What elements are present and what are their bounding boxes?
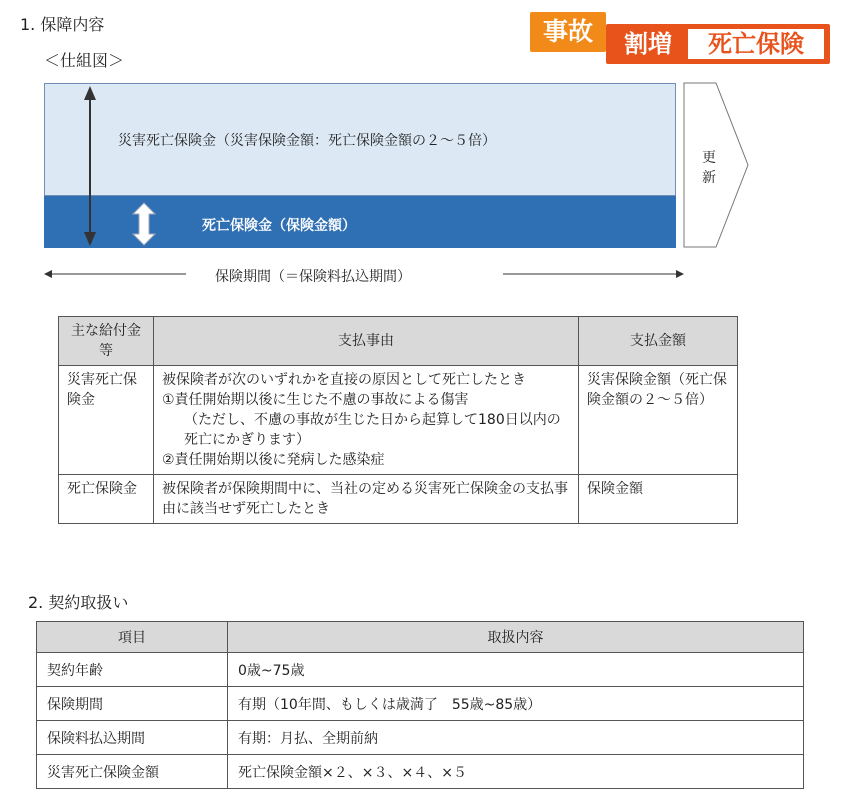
table-row: [59, 366, 738, 475]
table-row: [37, 755, 804, 789]
header-benefit: 主な給付金等: [59, 317, 154, 366]
benefit-name: 災害死亡保険金: [59, 366, 154, 475]
logo-accident: 事故: [530, 12, 606, 52]
table-row: [37, 653, 804, 687]
table-header-row: [37, 622, 804, 653]
disaster-death-benefit-label: 災害死亡保険金（災害保険金額：死亡保険金額の２～５倍）: [118, 133, 496, 149]
contract-content: 0歳~75歳: [228, 653, 804, 687]
diagram-graphics: [0, 0, 847, 300]
reason-line: ①責任開始期以後に生じた不慮の事故による傷害: [162, 392, 469, 408]
header-amount: 支払金額: [579, 317, 738, 366]
contract-item: 保険料払込期間: [37, 721, 228, 755]
contract-item: 災害死亡保険金額: [37, 755, 228, 789]
white-double-arrow-icon: [133, 203, 155, 245]
contract-content: 有期：月払、全期前納: [228, 721, 804, 755]
payment-amount: 災害保険金額（死亡保険金額の２～５倍）: [579, 366, 738, 475]
payment-reason: [154, 366, 579, 475]
header-content: 取扱内容: [228, 622, 804, 653]
table-row: [59, 475, 738, 524]
contract-content: 死亡保険金額×２、×３、×４、×５: [228, 755, 804, 789]
table-header-row: [59, 317, 738, 366]
contract-item: 契約年齢: [37, 653, 228, 687]
period-arrow-right-icon: [503, 270, 684, 278]
period-arrow-left-icon: [44, 270, 186, 278]
header-reason: 支払事由: [154, 317, 579, 366]
logo-death-insurance: 死亡保険: [688, 29, 824, 59]
benefit-name: 死亡保険金: [59, 475, 154, 524]
reason-line: ②責任開始期以後に発病した感染症: [162, 452, 385, 468]
insurance-period-label: 保険期間（＝保険料払込期間）: [215, 269, 411, 285]
payment-amount: 保険金額: [579, 475, 738, 524]
table-row: [37, 721, 804, 755]
contract-table: [36, 621, 804, 789]
section-2-title: 2. 契約取扱い: [28, 593, 129, 612]
benefit-table: [58, 316, 738, 524]
death-benefit-label: 死亡保険金（保険金額）: [202, 218, 356, 234]
reason-line: 被保険者が次のいずれかを直接の原因として死亡したとき: [162, 372, 526, 388]
contract-content: 有期（10年間、もしくは歳満了 55歳~85歳）: [228, 687, 804, 721]
logo-premium: 割増: [624, 30, 672, 58]
reason-line: 被保険者が保険期間中に、当社の定める災害死亡保険金の支払事由に該当せず死亡したとき: [162, 481, 568, 517]
header-item: 項目: [37, 622, 228, 653]
contract-item: 保険期間: [37, 687, 228, 721]
renewal-label: 更新: [702, 150, 716, 186]
double-arrow-icon: [84, 86, 96, 246]
diagram-title: ＜仕組図＞: [44, 51, 125, 70]
table-row: [37, 687, 804, 721]
reason-line: （ただし、不慮の事故が生じた日から起算して180日以内の死亡にかぎります）: [184, 412, 561, 448]
section-1-title: 1. 保障内容: [20, 15, 105, 34]
payment-reason: [154, 475, 579, 524]
